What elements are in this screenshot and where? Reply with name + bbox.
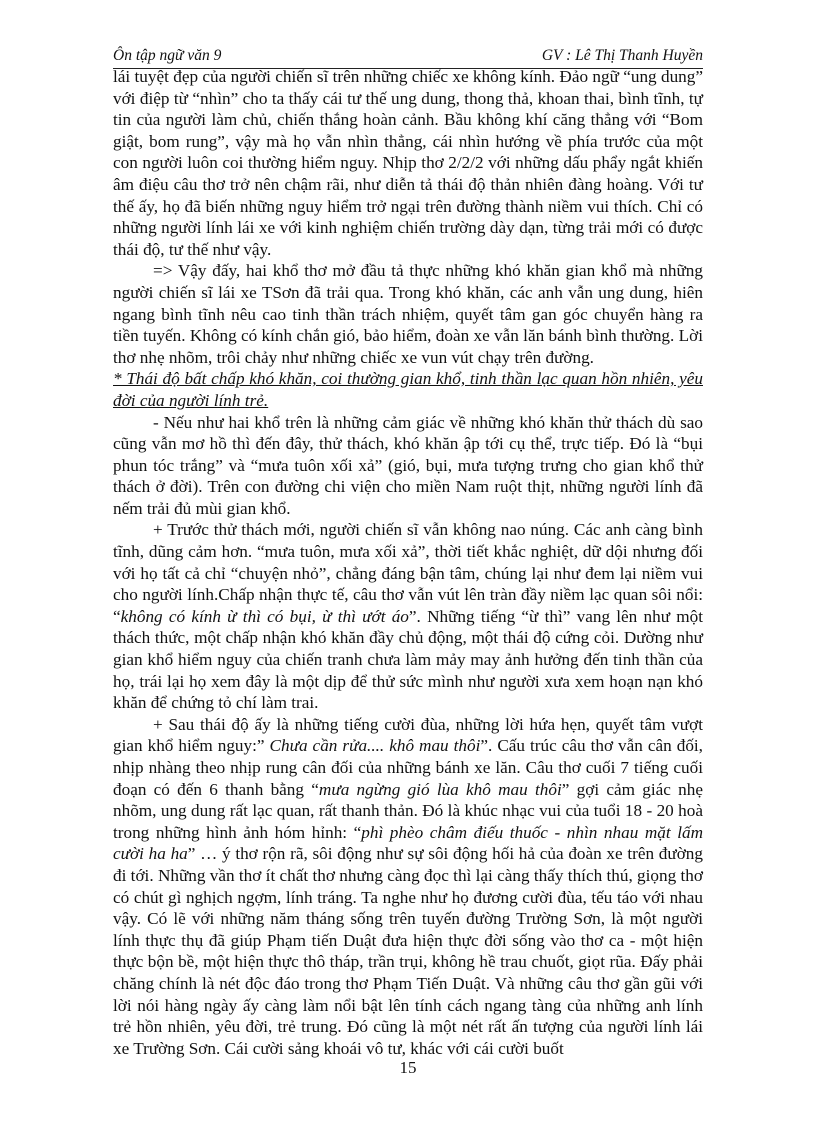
paragraph-text: ” gợi cảm giác nhẹ nhõm, ung dung rất lạc quan, rất thanh thản. Đó là khúc nhạc vui của tuổi 18 - 20 hoà trong những hình ảnh hóm hỉnh: “: [113, 779, 703, 842]
paragraph-laughter: [113, 714, 703, 1060]
page-number: 15: [399, 1058, 417, 1077]
paragraph-text: + Sau thái độ ấy là những tiếng cười đùa, những lời hứa hẹn, quyết tâm vượt gian khổ hiểm nguy:”: [113, 714, 703, 756]
paragraph-summary: => Vậy đấy, hai khổ thơ mở đầu tả thực những khó khăn gian khổ mà những người chiến sĩ lái xe TSơn đã trải qua. Trong khó khăn, các anh vẫn ung dung, hiên ngang bình tĩnh nêu cao tinh thần trách nhiệm, quyết tâm gan góc chuyển hàng ra tiền tuyến. Không có kính chắn gió, bảo hiểm, đoàn xe vẫn lăn bánh bình thường. Lời thơ nhẹ nhõm, trôi chảy như những chiếc xe vun vút chạy trên đường.: [113, 261, 703, 367]
header-course-title: Ôn tập ngữ văn 9: [113, 47, 222, 64]
poem-quote: mưa ngừng gió lùa khô mau thôi: [318, 779, 562, 799]
paragraph-continuation: lái tuyệt đẹp của người chiến sĩ trên những chiếc xe không kính. Đảo ngữ “ung dung” với điệp từ “nhìn” cho ta thấy cái tư thế ung dung, thong thả, khoan thai, bình tĩnh, tự tin của người làm chủ, chiến thắng hoàn cảnh. Bầu không khí căng thẳng với “Bom giật, bom rung”, vậy mà họ vẫn nhìn thẳng, cái nhìn hướng về phía trước của một con người luôn coi thường hiểm nguy. Nhịp thơ 2/2/2 với những dấu phẩy ngắt khiến âm điệu câu thơ trở nên chậm rãi, như diễn tả thái độ thản nhiên đàng hoàng. Với tư thế ấy, họ đã biến những nguy hiểm trở ngại trên đường thành niềm vui thích. Chỉ có những người lính lái xe với kinh nghiệm chiến trường dày dạn, từng trải mới có được thái độ, tư thế như vậy.: [113, 67, 703, 259]
header-teacher-name: GV : Lê Thị Thanh Huyền: [541, 47, 703, 64]
paragraph-text: ”. Cấu trúc câu thơ vẫn cân đối, nhịp nhàng theo nhịp rung cân đối của những bánh xe lăn. Câu thơ cuối 7 tiếng cuối đoạn có đến 6 thanh bằng “: [113, 736, 703, 799]
poem-quote: phì phèo châm điếu thuốc - nhìn nhau mặt lấm cười ha ha: [113, 822, 703, 864]
paragraph-text: + Trước thử thách mới, người chiến sĩ vẫn không nao núng. Các anh càng bình tĩnh, dũng cảm hơn. “mưa tuôn, mưa xối xả”, thời tiết khắc nghiệt, dữ dội nhưng đối với họ tất cả chỉ “chuyện nhỏ”, chẳng đáng bận tâm, chúng lại như đem lại niềm vui cho người lính.Chấp nhận thực tế, câu thơ vẫn vút lên tràn đầy niềm lạc quan sôi nổi: “: [113, 520, 703, 626]
paragraph-challenge: - Nếu như hai khổ trên là những cảm giác về những khó khăn thử thách dù sao cũng vẫn mơ hồ thì đến đây, thử thách, khó khăn ập tới cụ thể, trực tiếp. Đó là “bụi phun tóc trắng” và “mưa tuôn xối xả” (gió, bụi, mưa tượng trưng cho gian khổ thử thách ở đời). Trên con đường chi viện cho miền Nam ruột thịt, những người lính đã nếm trải đủ mùi gian khổ.: [113, 412, 703, 518]
section-heading: * Thái độ bất chấp khó khăn, coi thường gian khổ, tinh thần lạc quan hồn nhiên, yêu đời của người lính trẻ.: [113, 369, 703, 410]
paragraph-attitude: [113, 519, 703, 713]
poem-quote: Chưa cần rửa.... khô mau thôi: [269, 736, 481, 756]
page-body: [113, 66, 703, 1059]
paragraph-text: ” … ý thơ rộn rã, sôi động như sự sôi động hối hả của đoàn xe trên đường đi tới. Những vần thơ ít chất thơ nhưng càng đọc thì lại càng thấy thích thú, giọng thơ có chút gì nghịch ngợm, lính tráng. Ta nghe như họ đương cười đùa, tếu táo với nhau vậy. Có lẽ với những năm tháng sống trên tuyến đường Trường Sơn, là một người lính thực thụ đã giúp Phạm tiến Duật đưa hiện thực đời sống vào thơ ca - một hiện thực bộn bề, một hiện thực thô tháp, trần trụi, không hề trau chuốt, giọt rũa. Đấy phải chăng chính là nét độc đáo trong thơ Phạm Tiến Duật. Và những câu thơ gần gũi với lời nói hàng ngày ấy càng làm nổi bật lên tính cách ngang tàng của những anh lính trẻ hồn nhiên, yêu đời, trẻ trung. Đó cũng là một nét rất ấn tượng của người lính lái xe Trường Sơn. Cái cười sảng khoái vô tư, khác với cái cười buốt: [113, 844, 703, 1058]
paragraph-text: ”. Những tiếng “ừ thì” vang lên như một thách thức, một chấp nhận khó khăn đầy chủ động, một thái độ cứng cỏi. Dường như gian khổ hiểm nguy của chiến tranh chưa làm mảy may ảnh hưởng đến tinh thần của họ, trái lại họ xem đây là một dịp để thử sức mình như người xưa xem hoạn nạn khó khăn để chứng tỏ chí làm trai.: [113, 606, 703, 713]
poem-quote: không có kính ừ thì có bụi, ừ thì ướt áo: [120, 606, 409, 626]
